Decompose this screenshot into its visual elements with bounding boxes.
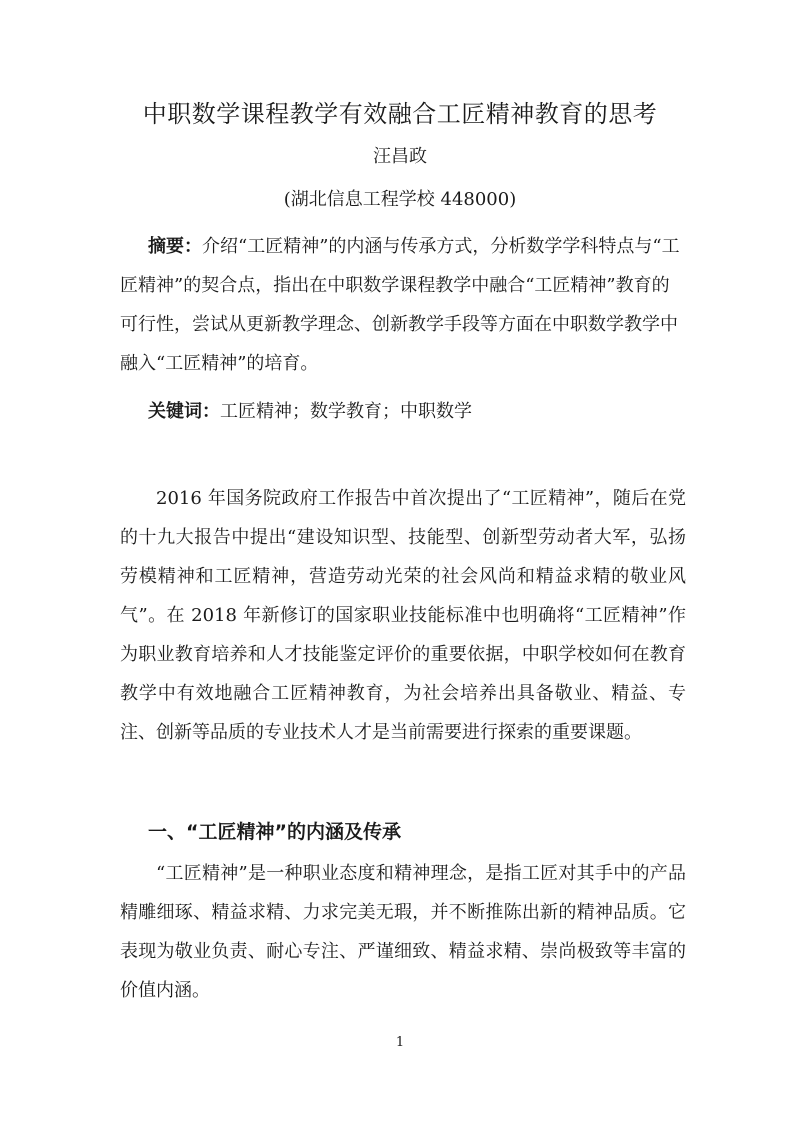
author-name: 汪昌政 [373, 146, 427, 167]
page-number: 1 [395, 1035, 405, 1050]
intro-paragraph: 2016 年国务院政府工作报告中首次提出了“工匠精神”，随后在党的十九大报告中提出“建设知识型、技能型、创新型劳动者大军，弘扬劳模精神和工匠精神，营造劳动光荣的社会风尚和精益求精的敬业风气”。在 2018 年新修订的国家职业技能标准中也明确将“工匠精神”作为职业教育培养和人才技能鉴定评价的重要依据，中职学校如何在教育教学中有效地融合工匠精神教育，为社会培养出具备敬业、精益、专注、创新等品质的专业技术人才是当前需要进行探索的重要课题。 [120, 488, 686, 743]
keywords-label: 关键词： [148, 401, 220, 422]
author-affiliation: (湖北信息工程学校 448000) [283, 189, 517, 210]
abstract [120, 227, 684, 383]
paper-title: 中职数学课程教学有效融合工匠精神教育的思考 [142, 100, 658, 128]
keywords-text: 工匠精神；数学教育；中职数学 [220, 401, 472, 422]
abstract-label: 摘要： [148, 236, 202, 257]
section-paragraph: “工匠精神”是一种职业态度和精神理念，是指工匠对其手中的产品精雕细琢、精益求精、力求完美无瑕，并不断推陈出新的精神品质。它表现为敬业负责、耐心专注、严谨细致、精益求精、崇尚极致等丰富的价值内涵。 [120, 863, 686, 1001]
abstract-text: 介绍“工匠精神”的内涵与传承方式，分析数学学科特点与“工匠精神”的契合点，指出在中职数学课程教学中融合“工匠精神”教育的可行性，尝试从更新教学理念、创新教学手段等方面在中职数学教学中融入“工匠精神”的培育。 [120, 236, 680, 374]
section-heading: 一、“工匠精神”的内涵及传承 [148, 821, 401, 843]
keywords [148, 392, 472, 431]
